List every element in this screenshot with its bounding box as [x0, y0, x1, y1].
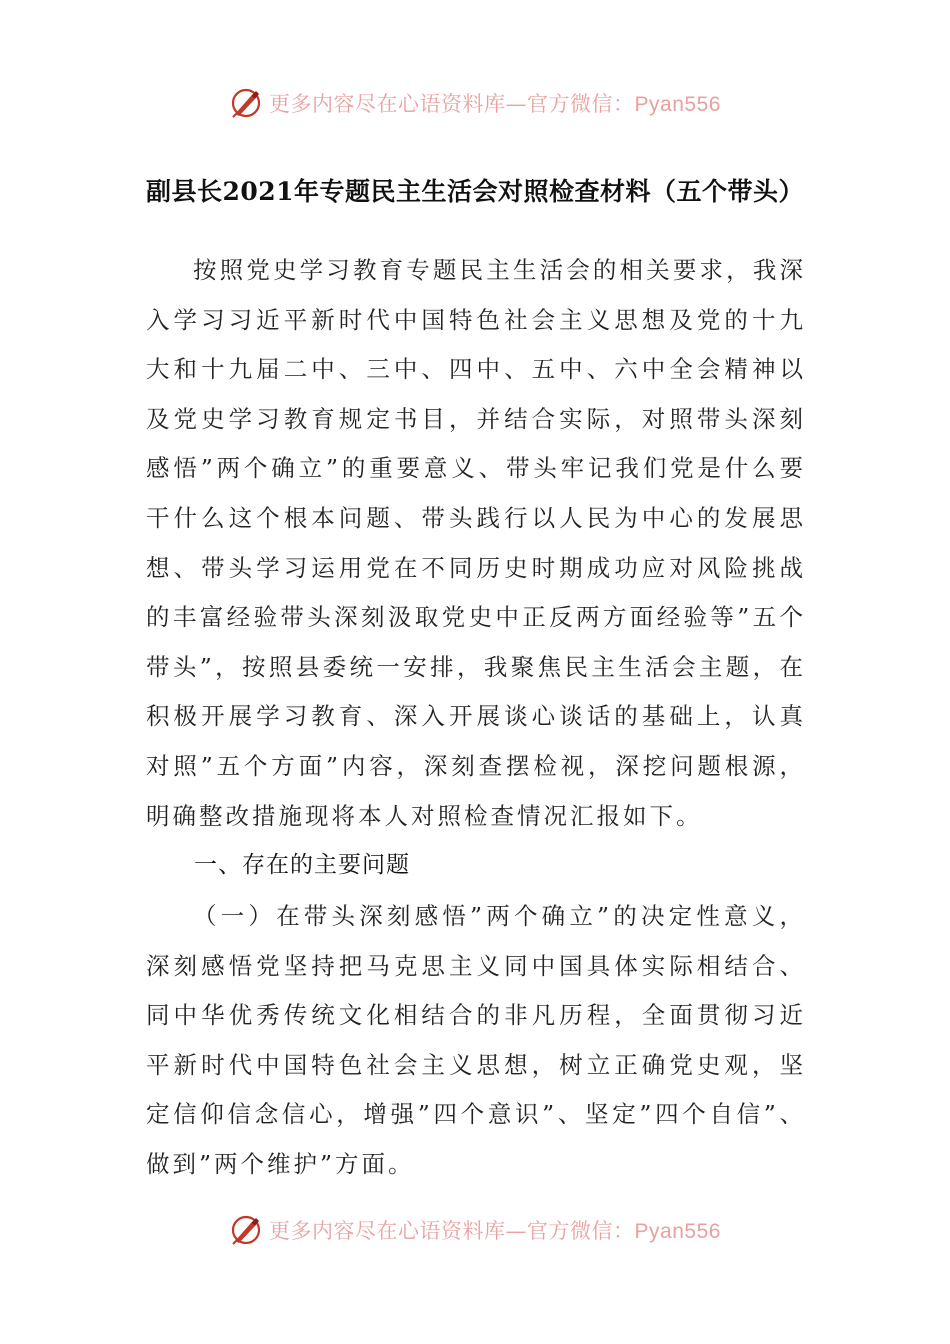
section-heading: 一、存在的主要问题: [194, 852, 410, 878]
intro-paragraph: [146, 246, 806, 841]
pen-circle-logo-icon: [229, 86, 263, 120]
document-title: 副县长2021年专题民主生活会对照检查材料（五个带头）: [145, 177, 805, 206]
watermark-text: 更多内容尽在心语资料库—官方微信：Pyan556: [269, 92, 721, 116]
pen-circle-logo-icon: [229, 1213, 263, 1247]
watermark-text: 更多内容尽在心语资料库—官方微信：Pyan556: [269, 1219, 721, 1243]
watermark-banner-top: [0, 83, 950, 123]
watermark-banner-bottom: [0, 1210, 950, 1250]
intro-text: 按照党史学习教育专题民主生活会的相关要求，我深入学习习近平新时代中国特色社会主义思想及党的十九大和十九届二中、三中、四中、五中、六中全会精神以及党史学习教育规定书目，并结合实际，对照带头深刻感悟”两个确立”的重要意义、带头牢记我们党是什么要干什么这个根本问题、带头践行以人民为中心的发展思想、带头学习运用党在不同历史时期成功应对风险挑战的丰富经验带头深刻汲取党史中正反两方面经验等”五个带头”，按照县委统一安排，我聚焦民主生活会主题，在积极开展学习教育、深入开展谈心谈话的基础上，认真对照”五个方面”内容，深刻查摆检视，深挖问题根源，明确整改措施现将本人对照检查情况汇报如下。: [146, 256, 806, 830]
section-paragraph-text: （一）在带头深刻感悟”两个确立”的决定性意义，深刻感悟党坚持把马克思主义同中国具体实际相结合、同中华优秀传统文化相结合的非凡历程，全面贯彻习近平新时代中国特色社会主义思想，树立正确党史观，坚定信仰信念信心，增强”四个意识”、坚定”四个自信”、做到”两个维护”方面。: [146, 902, 806, 1178]
section-paragraph: [146, 892, 806, 1190]
